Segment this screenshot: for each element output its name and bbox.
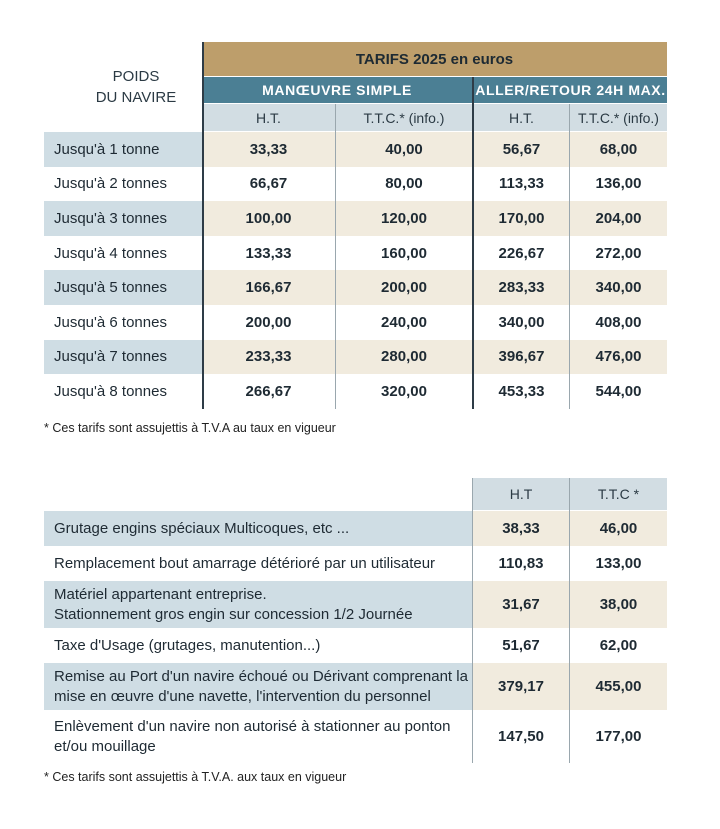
row-label: Jusqu'à 3 tonnes bbox=[44, 201, 202, 236]
price-cell: 31,67 bbox=[473, 581, 569, 628]
group-manoeuvre-simple: MANŒUVRE SIMPLE bbox=[202, 77, 472, 103]
price-cell: 272,00 bbox=[570, 236, 667, 271]
table1-title: TARIFS 2025 en euros bbox=[202, 42, 667, 76]
price-cell: 226,67 bbox=[474, 236, 569, 271]
row-label: Jusqu'à 5 tonnes bbox=[44, 270, 202, 305]
price-cell: 120,00 bbox=[336, 201, 472, 236]
row-label: Jusqu'à 6 tonnes bbox=[44, 305, 202, 340]
price-cell: 200,00 bbox=[202, 305, 335, 340]
service-label-line: Taxe d'Usage (grutages, manutention...) bbox=[54, 636, 321, 654]
row-label: Jusqu'à 1 tonne bbox=[44, 132, 202, 167]
column-divider bbox=[569, 104, 570, 409]
price-cell: 283,33 bbox=[474, 270, 569, 305]
price-cell: 160,00 bbox=[336, 236, 472, 271]
subheader-ht-1: H.T. bbox=[202, 104, 335, 131]
table1-footnote: * Ces tarifs sont assujettis à T.V.A au taux en vigueur bbox=[44, 421, 336, 435]
price-cell: 147,50 bbox=[473, 710, 569, 763]
column-divider bbox=[472, 77, 474, 409]
price-cell: 38,00 bbox=[570, 581, 667, 628]
row-label: Jusqu'à 8 tonnes bbox=[44, 374, 202, 409]
price-cell: 38,33 bbox=[473, 511, 569, 546]
price-cell: 340,00 bbox=[474, 305, 569, 340]
price-cell: 204,00 bbox=[570, 201, 667, 236]
price-cell: 133,33 bbox=[202, 236, 335, 271]
price-cell: 100,00 bbox=[202, 201, 335, 236]
column-divider bbox=[472, 478, 473, 763]
subheader-ht-2: H.T. bbox=[474, 104, 569, 131]
price-cell: 379,17 bbox=[473, 663, 569, 710]
price-cell: 46,00 bbox=[570, 511, 667, 546]
service-label-line: Remplacement bout amarrage détérioré par un utilisateur bbox=[54, 554, 436, 572]
price-cell: 136,00 bbox=[570, 167, 667, 202]
service-label bbox=[44, 511, 473, 546]
service-label bbox=[44, 581, 473, 628]
price-cell: 240,00 bbox=[336, 305, 472, 340]
price-cell: 113,33 bbox=[474, 167, 569, 202]
price-cell: 408,00 bbox=[570, 305, 667, 340]
price-cell: 68,00 bbox=[570, 132, 667, 167]
price-cell: 200,00 bbox=[336, 270, 472, 305]
price-cell: 544,00 bbox=[570, 374, 667, 409]
price-cell: 66,67 bbox=[202, 167, 335, 202]
row-header-label: POIDS DU NAVIRE bbox=[95, 68, 177, 106]
service-label-line: Enlèvement d'un navire non autorisé à stationner au ponton bbox=[54, 717, 451, 735]
price-cell: 233,33 bbox=[202, 340, 335, 375]
service-label bbox=[44, 628, 473, 663]
service-label-line: mise en œuvre d'une navette, l'intervention du personnel bbox=[54, 687, 431, 705]
price-cell: 62,00 bbox=[570, 628, 667, 663]
subheader-ttc-1: T.T.C.* (info.) bbox=[336, 104, 472, 131]
price-cell: 476,00 bbox=[570, 340, 667, 375]
price-cell: 340,00 bbox=[570, 270, 667, 305]
service-label-line: Matériel appartenant entreprise. bbox=[54, 585, 267, 603]
t2-header-ttc: T.T.C * bbox=[570, 478, 667, 510]
price-cell: 280,00 bbox=[336, 340, 472, 375]
service-label-line: Stationnement gros engin sur concession 1/2 Journée bbox=[54, 605, 413, 623]
price-cell: 453,33 bbox=[474, 374, 569, 409]
price-cell: 396,67 bbox=[474, 340, 569, 375]
service-label bbox=[44, 546, 473, 581]
row-label: Jusqu'à 2 tonnes bbox=[44, 167, 202, 202]
subheader-ttc-2: T.T.C.* (info.) bbox=[570, 104, 667, 131]
service-label-line: et/ou mouillage bbox=[54, 737, 156, 755]
column-divider bbox=[202, 42, 204, 409]
t2-header-ht: H.T bbox=[473, 478, 569, 510]
service-label bbox=[44, 663, 473, 710]
price-cell: 455,00 bbox=[570, 663, 667, 710]
price-cell: 56,67 bbox=[474, 132, 569, 167]
price-cell: 33,33 bbox=[202, 132, 335, 167]
price-cell: 266,67 bbox=[202, 374, 335, 409]
service-label-line: Grutage engins spéciaux Multicoques, etc ... bbox=[54, 519, 350, 537]
price-cell: 170,00 bbox=[474, 201, 569, 236]
group-aller-retour: ALLER/RETOUR 24H MAX. bbox=[474, 77, 667, 103]
row-label: Jusqu'à 4 tonnes bbox=[44, 236, 202, 271]
price-cell: 51,67 bbox=[473, 628, 569, 663]
price-cell: 177,00 bbox=[570, 710, 667, 763]
column-divider bbox=[335, 104, 336, 409]
price-cell: 80,00 bbox=[336, 167, 472, 202]
service-label-line: Remise au Port d'un navire échoué ou Dérivant comprenant la bbox=[54, 667, 468, 685]
price-cell: 166,67 bbox=[202, 270, 335, 305]
table2-footnote: * Ces tarifs sont assujettis à T.V.A. aux taux en vigueur bbox=[44, 770, 347, 784]
price-cell: 133,00 bbox=[570, 546, 667, 581]
price-cell: 40,00 bbox=[336, 132, 472, 167]
row-label: Jusqu'à 7 tonnes bbox=[44, 340, 202, 375]
price-cell: 320,00 bbox=[336, 374, 472, 409]
service-label bbox=[44, 710, 473, 763]
price-cell: 110,83 bbox=[473, 546, 569, 581]
column-divider bbox=[569, 478, 570, 763]
